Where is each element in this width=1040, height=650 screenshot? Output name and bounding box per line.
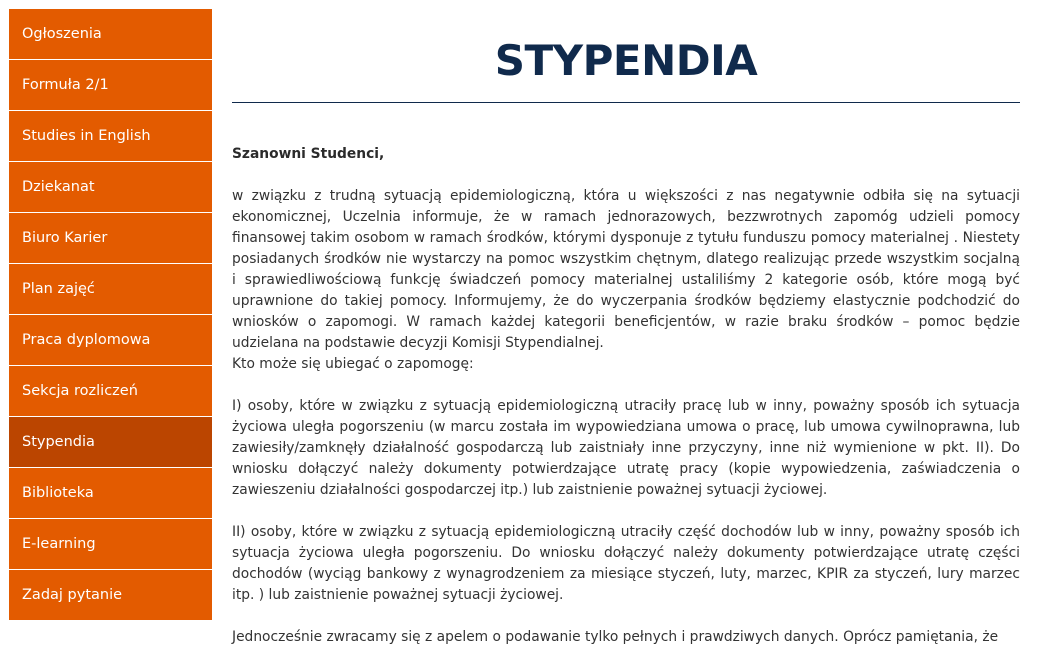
- main-content: [232, 0, 1020, 648]
- sidebar-item-stypendia[interactable]: Stypendia: [9, 417, 212, 467]
- sidebar-item-biblioteka[interactable]: Biblioteka: [9, 468, 212, 518]
- page-title: STYPENDIA: [494, 36, 758, 85]
- intro-paragraph: w związku z trudną sytuacją epidemiologiczną, która u większości z nas negatywnie odbiła się na sytuacji ekonomicznej, Uczelnia informuje, że w ramach jednorazowych, bezzwrotnych zapomóg udzieli pomocy finansowej takim osobom w ramach środków, którymi dysponuje z tytułu funduszu pomocy materialnej . Niestety posiadanych środków nie wystarczy na pomoc wszystkim chętnym, dlatego realizując przede wszystkim socjalną i sprawiedliwościową funkcję świadczeń pomocy materialnej ustaliliśmy 2 kategorie osób, które mogą być uprawnione do takiej pomocy. Informujemy, że do wyczerpania środków będziemy elastycznie podchodzić do wniosków o zapomogi. W ramach każdej kategorii beneficjentów, w razie braku środków – pomoc będzie udzielana na podstawie decyzji Komisji Stypendialnej.: [232, 188, 1020, 351]
- sidebar-item-zadaj-pytanie[interactable]: Zadaj pytanie: [9, 570, 212, 620]
- sidebar-item-biuro-karier[interactable]: Biuro Karier: [9, 213, 212, 263]
- sidebar-item-dziekanat[interactable]: Dziekanat: [9, 162, 212, 212]
- title-divider: [232, 102, 1020, 103]
- greeting: Szanowni Studenci,: [232, 146, 385, 162]
- sidebar-item-ogloszenia[interactable]: Ogłoszenia: [9, 9, 212, 59]
- category-1-paragraph: I) osoby, które w związku z sytuacją epidemiologiczną utraciły pracę lub w inny, poważny sposób ich sytuacja życiowa uległa pogorszeniu (w marcu została im wypowiedziana umowa o pracę, lub umowa cywilnoprawna, lub zawiesiły/zamknęły działalność gospodarczą lub zaistniały inne przyczyny, inne niż wymienione w pkt. II). Do wniosku dołączyć należy dokumenty potwierdzające utratę pracy (kopie wypowiedzenia, zaświadczenia o zawieszeniu działalności gospodarczej itp.) lub zaistnienie poważnej sytuacji życiowej.: [232, 398, 1020, 498]
- sidebar-item-formula[interactable]: Formuła 2/1: [9, 60, 212, 110]
- sidebar-nav: [9, 9, 212, 621]
- sidebar-item-e-learning[interactable]: E-learning: [9, 519, 212, 569]
- sidebar-item-praca-dyplomowa[interactable]: Praca dyplomowa: [9, 315, 212, 365]
- closing-paragraph: Jednocześnie zwracamy się z apelem o podawanie tylko pełnych i prawdziwych danych. Oprócz pamiętania, że: [232, 629, 999, 645]
- sidebar-item-sekcja-rozliczen[interactable]: Sekcja rozliczeń: [9, 366, 212, 416]
- sidebar-item-plan-zajec[interactable]: Plan zajęć: [9, 264, 212, 314]
- eligibility-question: Kto może się ubiegać o zapomogę:: [232, 356, 474, 372]
- sidebar-item-studies-in-english[interactable]: Studies in English: [9, 111, 212, 161]
- category-2-paragraph: II) osoby, które w związku z sytuacją epidemiologiczną utraciły część dochodów lub w inny, poważny sposób ich sytuacja życiowa uległa pogorszeniu. Do wniosku dołączyć należy dokumenty potwierdzające utratę części dochodów (wyciąg bankowy z wynagrodzeniem za miesiące styczeń, luty, marzec, KPIR za styczeń, lury marzec itp. ) lub zaistnienie poważnej sytuacji życiowej.: [232, 524, 1020, 603]
